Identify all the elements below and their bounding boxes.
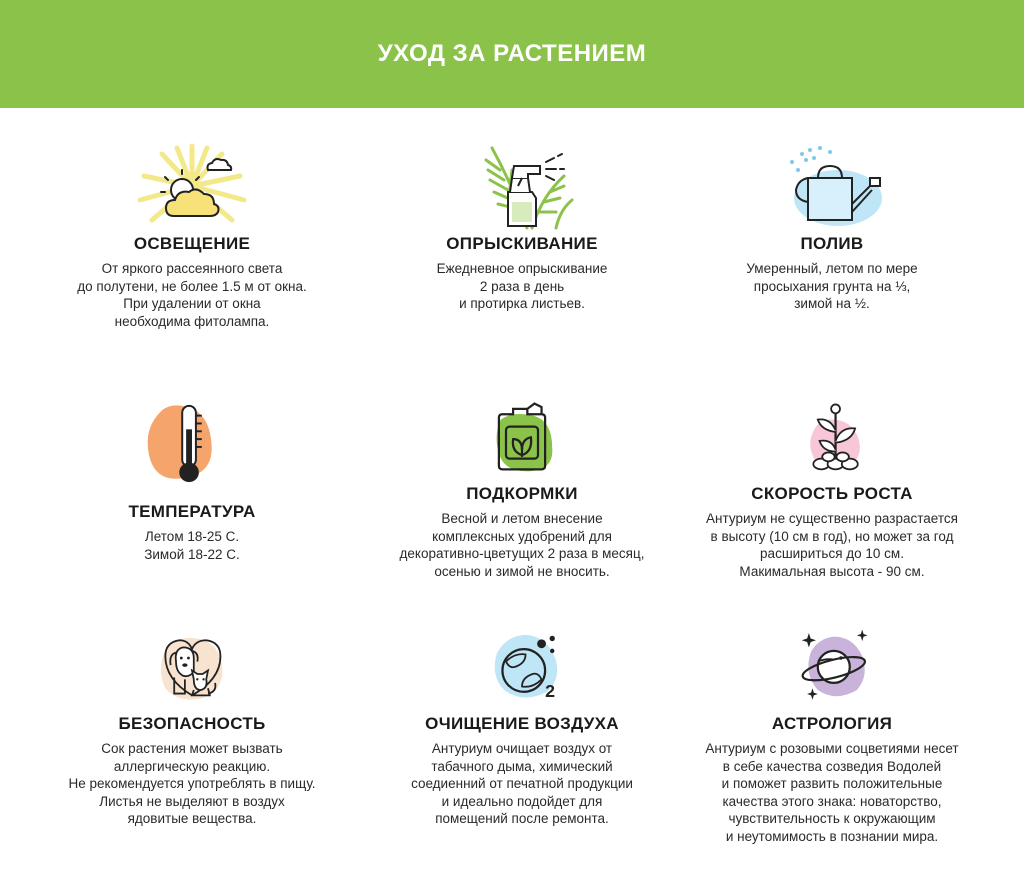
card-title: ОПРЫСКИВАНИЕ (446, 234, 598, 253)
card-safety (22, 626, 362, 828)
card-description: От яркого рассеянного света до полутени, не более 1.5 м от окна. При удалении от окна необходима фитолампа. (77, 261, 307, 329)
air-purification-o2-icon (452, 626, 592, 706)
card-description: Весной и летом внесение комплексных удобрений для декоративно-цветущих 2 раза в месяц, осенью и зимой не вносить. (399, 511, 645, 579)
card-description: Антуриум очищает воздух от табачного дыма, химический соедиенний от печатной продукции и идеально подойдет для помещений после ремонта. (411, 741, 633, 826)
card-description: Ежедневное опрыскивание 2 раза в день и протирка листьев. (436, 261, 608, 311)
spray-bottle-icon (452, 140, 592, 230)
card-air-purification (352, 626, 692, 828)
pets-dog-cat-icon (122, 626, 262, 706)
card-title: ТЕМПЕРАТУРА (128, 502, 256, 521)
planet-stars-icon (762, 626, 902, 706)
watering-can-icon (762, 140, 902, 230)
page-header (0, 0, 1024, 108)
card-title: ПОЛИВ (800, 234, 864, 253)
card-title: ОЧИЩЕНИЕ ВОЗДУХА (425, 714, 619, 733)
card-title: БЕЗОПАСНОСТЬ (118, 714, 266, 733)
card-temperature (22, 400, 362, 563)
card-title: ОСВЕЩЕНИЕ (133, 234, 251, 253)
o2-subscript: 2 (545, 681, 556, 702)
card-description: Летом 18-25 С. Зимой 18-22 С. (144, 529, 240, 562)
card-spraying (352, 140, 692, 313)
card-description: Умеренный, летом по мере просыхания грунта на ⅓, зимой на ½. (746, 261, 918, 311)
card-title: СКОРОСТЬ РОСТА (751, 484, 913, 503)
page-title: УХОД ЗА РАСТЕНИЕМ (377, 40, 647, 67)
sprout-growth-icon (762, 400, 902, 480)
sun-cloud-icon (122, 140, 262, 230)
thermometer-icon (122, 400, 262, 488)
card-description: Антуриум не существенно разрастается в высоту (10 см в год), но может за год расшириться до 10 см. Макимальная высота - 90 см. (706, 511, 958, 579)
fertilizer-canister-icon (452, 400, 592, 480)
card-growth-rate (662, 400, 1002, 580)
card-astrology (662, 626, 1002, 845)
card-lighting (22, 140, 362, 330)
card-description: Антуриум с розовыми соцветиями несет в себе качества созведия Водолей и поможет развить положительные качества этого знака: новаторство, чувствительность к окружающим и неутомимость в познании мира. (705, 741, 959, 844)
card-watering (662, 140, 1002, 313)
card-title: АСТРОЛОГИЯ (771, 714, 893, 733)
card-description: Сок растения может вызвать аллергическую реакцию. Не рекомендуется употреблять в пищу. Листья не выделяют в воздух ядовитые вещества. (68, 741, 316, 826)
card-fertilizer (352, 400, 692, 580)
card-title: ПОДКОРМКИ (466, 484, 578, 503)
